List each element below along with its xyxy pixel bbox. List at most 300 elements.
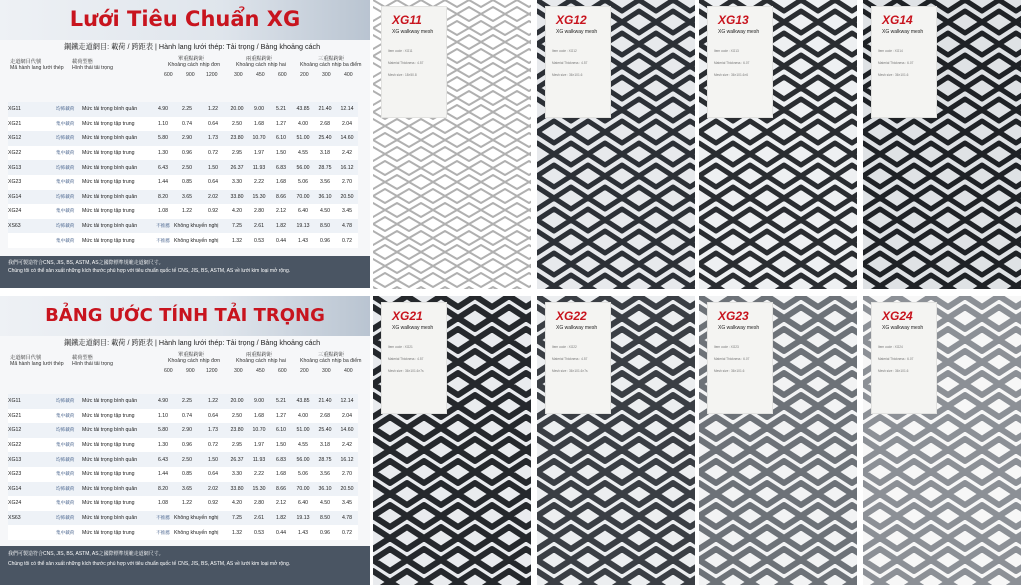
load-value-cell: 6.43: [157, 456, 169, 463]
footer-vi: Chúng tôi có thể sản xuất những kích thước phù hợp với tiêu chuẩn quốc tế CNS, JIS, BS, ASTM, AS về lưới kim loại mở rộng.: [8, 561, 291, 567]
mesh-subtitle: XG walkway mesh: [392, 29, 434, 35]
load-value-cell: 1.22: [207, 398, 219, 405]
load-value-cell: 33.80: [230, 485, 244, 492]
mesh-thickness: Material Thickness : 4.57: [552, 357, 588, 361]
load-value-cell: 1.32: [231, 529, 243, 536]
col-code-cn: 走道網目代號: [10, 59, 42, 65]
load-value-cell: 10.70: [252, 427, 266, 434]
not-recommended-vi-cell: Không khuyến nghị: [174, 529, 219, 536]
load-value-cell: 5.06: [297, 471, 309, 478]
table-subtitle: 鋼鐵走道網目: 載荷 / 跨距表 | Hành lang lưới thép: Tải trọng / Bảng khoảng cách: [64, 338, 321, 347]
not-recommended-cn-cell: 不推薦: [156, 529, 170, 535]
load-value-cell: 3.18: [319, 150, 331, 157]
group2-vi: Khoảng cách nhịp hai: [236, 62, 286, 68]
load-type-cn-cell: 均佈載荷: [56, 398, 75, 404]
load-value-cell: 0.72: [207, 150, 219, 157]
load-table-panel-bottom: [0, 296, 370, 585]
load-value-cell: 2.80: [253, 500, 265, 507]
table-subtitle: 鋼鐵走道網目: 載荷 / 跨距表 | Hành lang lưới thép: Tải trọng / Bảng khoảng cách: [64, 42, 321, 51]
load-type-cn-cell: 集中載荷: [56, 442, 75, 448]
table-row: [8, 117, 358, 132]
load-value-cell: 0.85: [181, 471, 193, 478]
span-label: 1200: [206, 72, 218, 78]
load-value-cell: 20.00: [230, 106, 244, 113]
load-value-cell: 2.70: [341, 179, 353, 186]
load-value-cell: 0.64: [207, 120, 219, 127]
span-label: 200: [300, 368, 309, 374]
load-value-cell: 4.50: [319, 500, 331, 507]
mesh-size: Mesh size : 36×101.6: [552, 73, 583, 77]
mesh-tile-xg23: [699, 296, 857, 585]
mesh-size: Mesh size : 36×101.6×6: [714, 73, 749, 77]
load-value-cell: 4.90: [157, 106, 169, 113]
load-value-cell: 3.45: [341, 500, 353, 507]
load-value-cell: 8.20: [157, 485, 169, 492]
mesh-spec-card: [707, 6, 773, 118]
load-value-cell: 1.50: [207, 456, 219, 463]
mesh-code-cell: XS63: [8, 515, 21, 522]
table-row: [8, 219, 358, 234]
table-row: [8, 452, 358, 467]
load-type-cn-cell: 集中載荷: [56, 120, 75, 126]
load-value-cell: 36.10: [318, 193, 332, 200]
table-row: [8, 160, 358, 175]
table-row: [8, 482, 358, 497]
span-label: 600: [164, 368, 173, 374]
mesh-code: XG21: [392, 309, 423, 323]
mesh-spec-card: [707, 302, 773, 414]
mesh-code-cell: XG21: [8, 412, 22, 419]
load-type-cn-cell: 集中載荷: [56, 529, 75, 535]
table-row: [8, 233, 358, 248]
load-value-cell: 1.50: [275, 442, 287, 449]
load-type-vi-cell: Mức tải trọng tập trung: [82, 179, 135, 186]
footer-cn: 我們可製造符合CNS, JIS, BS, ASTM, AS之國際標準規範走道網尺寸。: [8, 260, 164, 266]
mesh-code-cell: XG14: [8, 193, 22, 200]
load-value-cell: 0.64: [207, 471, 219, 478]
mesh-code-cell: XG23: [8, 471, 22, 478]
mesh-subtitle: XG walkway mesh: [882, 29, 924, 35]
load-value-cell: 2.04: [341, 120, 353, 127]
load-value-cell: 2.95: [231, 442, 243, 449]
mesh-subtitle: XG walkway mesh: [882, 325, 924, 331]
mesh-code-cell: XG24: [8, 208, 22, 215]
mesh-tile-xg21: [373, 296, 531, 585]
footer-cn: 我們可製造符合CNS, JIS, BS, ASTM, AS之國際標準規範走道網尺寸。: [8, 551, 164, 557]
mesh-thickness: Material Thickness : 4.57: [552, 61, 588, 65]
load-value-cell: 19.13: [296, 223, 310, 230]
load-value-cell: 26.37: [230, 164, 244, 171]
load-type-vi-cell: Mức tải trọng bình quân: [82, 193, 138, 200]
load-type-vi-cell: Mức tải trọng bình quân: [82, 164, 138, 171]
load-type-cn-cell: 集中載荷: [56, 179, 75, 185]
mesh-tile-xg24: [863, 296, 1021, 585]
load-value-cell: 2.25: [181, 106, 193, 113]
table-header: [0, 348, 370, 382]
load-value-cell: 0.85: [181, 179, 193, 186]
mesh-thickness: Material Thickness : 6.07: [878, 357, 914, 361]
mesh-code-cell: [8, 525, 56, 540]
span-label: 600: [164, 72, 173, 78]
load-value-cell: 0.96: [181, 442, 193, 449]
load-value-cell: 0.44: [275, 237, 287, 244]
load-value-cell: 1.97: [253, 442, 265, 449]
load-value-cell: 0.72: [207, 442, 219, 449]
load-value-cell: 16.12: [340, 164, 354, 171]
group1-cn: 單重點跨距: [178, 352, 204, 358]
load-value-cell: 2.50: [181, 456, 193, 463]
load-value-cell: 2.90: [181, 427, 193, 434]
load-value-cell: 2.61: [253, 515, 265, 522]
load-value-cell: 1.82: [275, 223, 287, 230]
load-value-cell: 20.50: [340, 193, 354, 200]
load-value-cell: 2.90: [181, 135, 193, 142]
load-value-cell: 56.00: [296, 164, 310, 171]
load-value-cell: 0.96: [181, 150, 193, 157]
load-value-cell: 6.10: [275, 427, 287, 434]
mesh-code-cell: XG13: [8, 164, 22, 171]
load-value-cell: 3.65: [181, 485, 193, 492]
table-row: [8, 438, 358, 453]
mesh-item-code: Item code : XG24: [878, 345, 903, 349]
col-load-cn: 載荷型態: [72, 59, 93, 65]
load-value-cell: 7.25: [231, 515, 243, 522]
col-code-vi: Mã hành lang lưới thép: [10, 65, 64, 71]
span-label: 300: [322, 72, 331, 78]
load-value-cell: 8.20: [157, 193, 169, 200]
load-value-cell: 6.43: [157, 164, 169, 171]
load-value-cell: 1.68: [275, 471, 287, 478]
load-value-cell: 1.44: [157, 179, 169, 186]
load-value-cell: 6.83: [275, 456, 287, 463]
load-value-cell: 2.61: [253, 223, 265, 230]
load-value-cell: 2.02: [207, 485, 219, 492]
load-type-cn-cell: 均佈載荷: [56, 106, 75, 112]
group3-cn: 三重點跨距: [318, 352, 344, 358]
load-type-cn-cell: 集中載荷: [56, 471, 75, 477]
load-value-cell: 3.30: [231, 179, 243, 186]
load-value-cell: 6.83: [275, 164, 287, 171]
load-value-cell: 8.50: [319, 515, 331, 522]
load-span-table: [8, 394, 358, 540]
mesh-code-cell: XG22: [8, 442, 22, 449]
load-value-cell: 4.50: [319, 208, 331, 215]
load-value-cell: 8.66: [275, 485, 287, 492]
span-label: 300: [322, 368, 331, 374]
load-type-cn-cell: 均佈載荷: [56, 485, 75, 491]
mesh-tile-xg13: [699, 0, 857, 289]
mesh-item-code: Item code : XG11: [388, 49, 413, 53]
mesh-code: XG22: [556, 309, 587, 323]
load-value-cell: 2.50: [231, 412, 243, 419]
load-value-cell: 5.21: [275, 398, 287, 405]
mesh-thickness: Material Thickness : 4.57: [388, 357, 424, 361]
load-value-cell: 1.43: [297, 237, 309, 244]
load-value-cell: 0.64: [207, 412, 219, 419]
mesh-code-cell: XG14: [8, 485, 22, 492]
load-value-cell: 12.14: [340, 398, 354, 405]
page-title: Lưới Tiêu Chuẩn XG: [69, 7, 301, 31]
mesh-size: Mesh size : 36×101.6: [714, 369, 745, 373]
load-value-cell: 21.40: [318, 398, 332, 405]
load-table-panel-top: [0, 0, 370, 288]
mesh-code: XG14: [882, 13, 913, 27]
load-value-cell: 2.95: [231, 150, 243, 157]
table-row: [8, 394, 358, 409]
mesh-code-cell: XG22: [8, 150, 22, 157]
mesh-item-code: Item code : XG21: [388, 345, 413, 349]
table-row: [8, 204, 358, 219]
load-value-cell: 25.40: [318, 135, 332, 142]
not-recommended-cn-cell: 不推薦: [156, 223, 170, 229]
group1-vi: Khoảng cách nhịp đơn: [168, 358, 221, 364]
mesh-code-cell: XG12: [8, 135, 22, 142]
load-value-cell: 2.50: [181, 164, 193, 171]
load-value-cell: 3.65: [181, 193, 193, 200]
load-type-vi-cell: Mức tải trọng tập trung: [82, 471, 135, 478]
load-value-cell: 1.30: [157, 150, 169, 157]
span-label: 200: [300, 72, 309, 78]
load-value-cell: 20.00: [230, 398, 244, 405]
load-value-cell: 11.93: [252, 164, 266, 171]
load-value-cell: 6.40: [297, 500, 309, 507]
load-value-cell: 1.68: [253, 120, 265, 127]
load-value-cell: 4.00: [297, 120, 309, 127]
load-type-vi-cell: Mức tải trọng bình quân: [82, 106, 138, 113]
load-value-cell: 26.37: [230, 456, 244, 463]
mesh-size: Mesh size : 36×101.6: [878, 73, 909, 77]
mesh-item-code: Item code : XG23: [714, 345, 739, 349]
load-value-cell: 15.30: [252, 193, 266, 200]
mesh-size: Mesh size : 18×50.8: [388, 73, 417, 77]
mesh-spec-card: [545, 302, 611, 414]
load-value-cell: 2.12: [275, 500, 287, 507]
load-value-cell: 23.80: [230, 427, 244, 434]
load-value-cell: 0.92: [207, 208, 219, 215]
load-value-cell: 0.72: [341, 237, 353, 244]
load-value-cell: 25.40: [318, 427, 332, 434]
table-row: [8, 496, 358, 511]
mesh-subtitle: XG walkway mesh: [392, 325, 434, 331]
load-value-cell: 1.73: [207, 427, 219, 434]
load-value-cell: 6.10: [275, 135, 287, 142]
load-value-cell: 5.06: [297, 179, 309, 186]
load-value-cell: 1.27: [275, 412, 287, 419]
load-value-cell: 1.27: [275, 120, 287, 127]
load-value-cell: 5.80: [157, 427, 169, 434]
load-value-cell: 4.90: [157, 398, 169, 405]
load-type-cn-cell: 均佈載荷: [56, 515, 75, 521]
table-row: [8, 175, 358, 190]
load-type-vi-cell: Mức tải trọng tập trung: [82, 237, 135, 244]
load-type-vi-cell: Mức tải trọng bình quân: [82, 427, 138, 434]
not-recommended-cn-cell: 不推薦: [156, 237, 170, 243]
load-value-cell: 1.97: [253, 150, 265, 157]
load-value-cell: 1.50: [275, 150, 287, 157]
load-value-cell: 1.82: [275, 515, 287, 522]
load-value-cell: 8.66: [275, 193, 287, 200]
col-code-cn: 走道網目代號: [10, 355, 42, 361]
mesh-spec-card: [871, 302, 937, 414]
load-type-cn-cell: 集中載荷: [56, 500, 75, 506]
load-value-cell: 0.53: [253, 529, 265, 536]
load-value-cell: 3.18: [319, 442, 331, 449]
load-type-cn-cell: 均佈載荷: [56, 135, 75, 141]
mesh-tile-xg22: [537, 296, 695, 585]
load-value-cell: 0.53: [253, 237, 265, 244]
group3-vi: Khoảng cách nhịp ba điểm: [300, 62, 362, 68]
mesh-size: Mesh size : 36×101.6×7s: [552, 369, 588, 373]
load-value-cell: 1.08: [157, 500, 169, 507]
not-recommended-vi-cell: Không khuyến nghị: [174, 223, 219, 230]
load-value-cell: 2.04: [341, 412, 353, 419]
span-label: 900: [186, 72, 195, 78]
mesh-code-cell: XG11: [8, 398, 21, 405]
group1-cn: 單重點跨距: [178, 56, 204, 62]
load-value-cell: 70.00: [296, 485, 310, 492]
load-value-cell: 1.22: [207, 106, 219, 113]
not-recommended-vi-cell: Không khuyến nghị: [174, 515, 219, 522]
load-type-vi-cell: Mức tải trọng tập trung: [82, 500, 135, 507]
load-value-cell: 3.45: [341, 208, 353, 215]
mesh-code-cell: XG11: [8, 106, 21, 113]
load-value-cell: 1.68: [275, 179, 287, 186]
load-value-cell: 2.50: [231, 120, 243, 127]
load-value-cell: 2.68: [319, 412, 331, 419]
table-row: [8, 423, 358, 438]
load-value-cell: 43.85: [296, 106, 310, 113]
mesh-subtitle: XG walkway mesh: [718, 325, 760, 331]
mesh-code-cell: XG21: [8, 120, 22, 127]
title-banner: [0, 0, 370, 40]
load-value-cell: 2.12: [275, 208, 287, 215]
load-value-cell: 2.70: [341, 471, 353, 478]
span-label: 900: [186, 368, 195, 374]
load-value-cell: 1.68: [253, 412, 265, 419]
mesh-thickness: Material Thickness : 6.07: [878, 61, 914, 65]
load-value-cell: 16.12: [340, 456, 354, 463]
not-recommended-vi-cell: Không khuyến nghị: [174, 237, 219, 244]
load-value-cell: 1.73: [207, 135, 219, 142]
span-label: 300: [234, 368, 243, 374]
load-value-cell: 5.21: [275, 106, 287, 113]
load-value-cell: 33.80: [230, 193, 244, 200]
group3-vi: Khoảng cách nhịp ba điểm: [300, 358, 362, 364]
load-value-cell: 1.22: [181, 500, 193, 507]
load-type-vi-cell: Mức tải trọng bình quân: [82, 135, 138, 142]
mesh-item-code: Item code : XG22: [552, 345, 577, 349]
load-value-cell: 8.50: [319, 223, 331, 230]
load-value-cell: 0.96: [319, 237, 331, 244]
load-value-cell: 2.25: [181, 398, 193, 405]
table-row: [8, 190, 358, 205]
table-row: [8, 467, 358, 482]
load-value-cell: 0.74: [181, 412, 193, 419]
load-type-vi-cell: Mức tải trọng tập trung: [82, 120, 135, 127]
load-value-cell: 2.22: [253, 471, 265, 478]
mesh-item-code: Item code : XG12: [552, 49, 577, 53]
load-value-cell: 23.80: [230, 135, 244, 142]
load-type-vi-cell: Mức tải trọng tập trung: [82, 208, 135, 215]
table-row: [8, 102, 358, 117]
col-load-vi: Hình thái tải trọng: [72, 361, 113, 367]
mesh-code-cell: [8, 233, 56, 248]
load-type-vi-cell: Mức tải trọng bình quân: [82, 456, 138, 463]
group1-vi: Khoảng cách nhịp đơn: [168, 62, 221, 68]
load-value-cell: 2.42: [341, 442, 353, 449]
group2-cn: 兩重點跨距: [246, 352, 272, 358]
load-value-cell: 20.50: [340, 485, 354, 492]
load-type-cn-cell: 集中載荷: [56, 237, 75, 243]
load-value-cell: 2.02: [207, 193, 219, 200]
mesh-tile-xg11: [373, 0, 531, 289]
load-value-cell: 1.30: [157, 442, 169, 449]
load-value-cell: 2.68: [319, 120, 331, 127]
table-header: [0, 52, 370, 86]
footer-vi: Chúng tôi có thể sản xuất những kích thước phù hợp với tiêu chuẩn quốc tế CNS, JIS, BS, ASTM, AS về lưới kim loại mở rộng.: [8, 268, 291, 274]
mesh-thickness: Material Thickness : 4.57: [388, 61, 424, 65]
mesh-code: XG11: [392, 13, 422, 27]
load-value-cell: 1.10: [157, 412, 169, 419]
load-value-cell: 4.20: [231, 208, 243, 215]
title-banner: [0, 296, 370, 336]
load-value-cell: 0.92: [207, 500, 219, 507]
load-value-cell: 2.80: [253, 208, 265, 215]
load-type-cn-cell: 集中載荷: [56, 150, 75, 156]
load-type-cn-cell: 集中載荷: [56, 412, 75, 418]
load-value-cell: 14.60: [340, 427, 354, 434]
load-type-cn-cell: 均佈載荷: [56, 427, 75, 433]
mesh-spec-card: [545, 6, 611, 118]
span-label: 450: [256, 72, 265, 78]
not-recommended-cn-cell: 不推薦: [156, 515, 170, 521]
load-value-cell: 70.00: [296, 193, 310, 200]
load-type-vi-cell: Mức tải trọng bình quân: [82, 515, 138, 522]
load-value-cell: 1.50: [207, 164, 219, 171]
load-value-cell: 10.70: [252, 135, 266, 142]
load-value-cell: 1.22: [181, 208, 193, 215]
load-value-cell: 4.00: [297, 412, 309, 419]
load-type-vi-cell: Mức tải trọng tập trung: [82, 150, 135, 157]
load-type-vi-cell: Mức tải trọng bình quân: [82, 398, 138, 405]
load-value-cell: 0.64: [207, 179, 219, 186]
load-value-cell: 51.00: [296, 427, 310, 434]
load-value-cell: 28.75: [318, 456, 332, 463]
mesh-spec-card: [871, 6, 937, 118]
table-row: [8, 511, 358, 526]
load-type-cn-cell: 均佈載荷: [56, 456, 75, 462]
span-label: 300: [234, 72, 243, 78]
col-code-vi: Mã hành lang lưới thép: [10, 361, 64, 367]
load-type-vi-cell: Mức tải trọng tập trung: [82, 412, 135, 419]
load-value-cell: 2.42: [341, 150, 353, 157]
mesh-spec-card: [381, 6, 447, 118]
mesh-code-cell: XG12: [8, 427, 22, 434]
load-value-cell: 12.14: [340, 106, 354, 113]
load-value-cell: 6.40: [297, 208, 309, 215]
mesh-code-cell: XG13: [8, 456, 22, 463]
mesh-size: Mesh size : 36×101.6×7s: [388, 369, 424, 373]
load-value-cell: 1.10: [157, 120, 169, 127]
load-value-cell: 1.08: [157, 208, 169, 215]
load-value-cell: 1.32: [231, 237, 243, 244]
load-value-cell: 36.10: [318, 485, 332, 492]
mesh-code-cell: XG24: [8, 500, 22, 507]
load-value-cell: 4.55: [297, 150, 309, 157]
mesh-code: XG24: [882, 309, 913, 323]
load-type-cn-cell: 均佈載荷: [56, 223, 75, 229]
mesh-item-code: Item code : XG14: [878, 49, 903, 53]
